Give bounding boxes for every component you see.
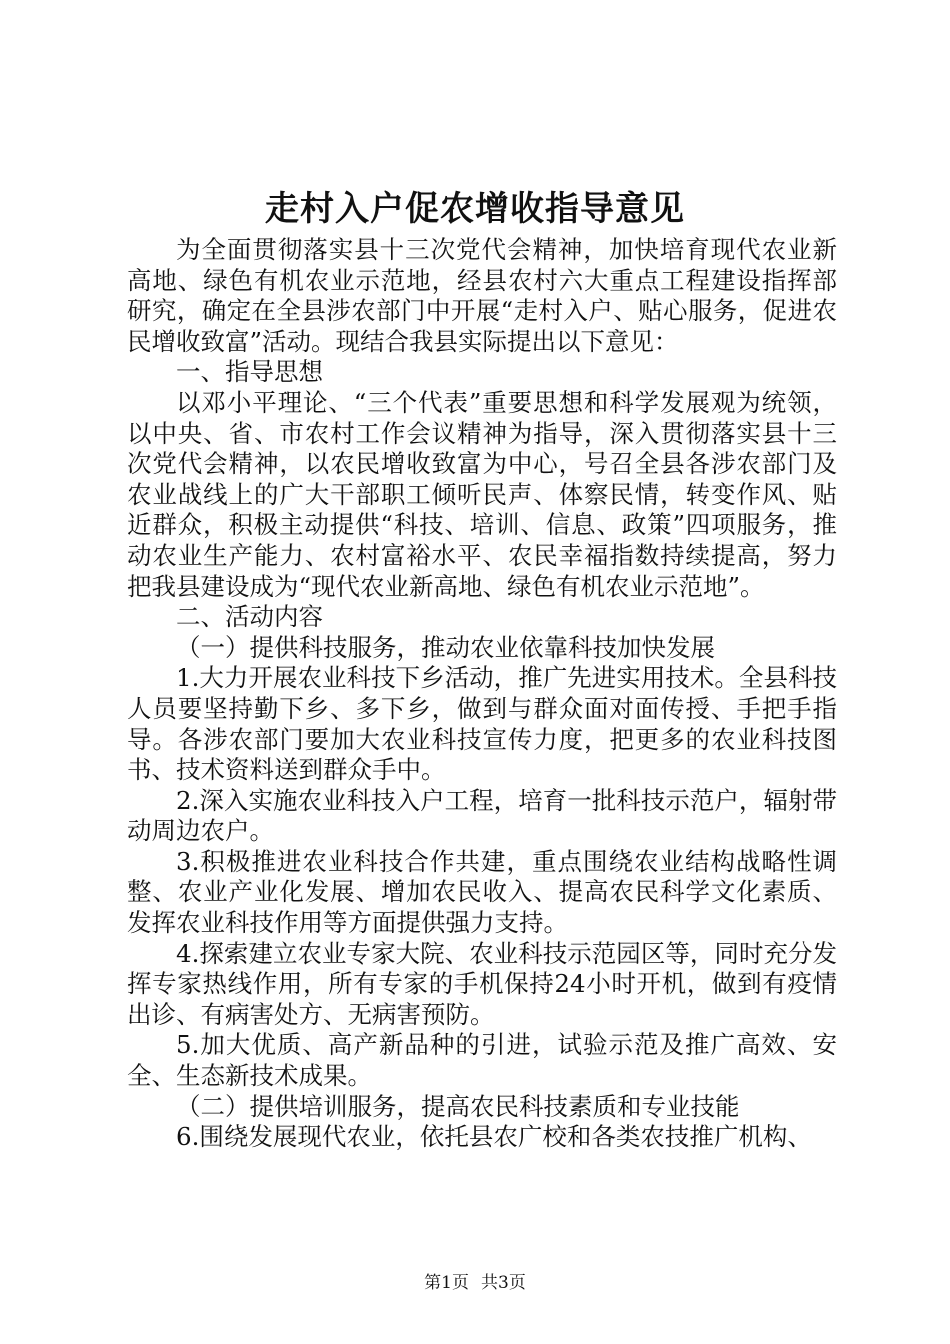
item-6-paragraph: 6.围绕发展现代农业，依托县农广校和各类农技推广机构、 [176, 1122, 812, 1152]
section-heading-activity-content: 二、活动内容 [176, 602, 323, 632]
guiding-ideology-paragraph: 以邓小平理论、“三个代表”重要思想和科学发展观为统领，以中央、省、市农村工作会议精神为指导，深入贯彻落实县十三次党代会精神，以农民增收致富为中心，号召全县各涉农部门及农业战线上的广大干部职工倾听民声、体察民情，转变作风、贴近群众，积极主动提供“科技、培训、信息、政策”四项服务，推动农业生产能力、农村富裕水平、农民幸福指数持续提高，努力把我县建设成为“现代农业新高地、绿色有机农业示范地”。 [127, 387, 837, 601]
page-footer [0, 1272, 950, 1294]
page-number-current: 第1页 [424, 1273, 469, 1293]
page-number-total: 共3页 [481, 1273, 526, 1293]
item-3-paragraph: 3.积极推进农业科技合作共建，重点围绕农业结构战略性调整、农业产业化发展、增加农民收入、提高农民科学文化素质、发挥农业科技作用等方面提供强力支持。 [127, 846, 837, 938]
item-2-paragraph: 2.深入实施农业科技入户工程，培育一批科技示范户，辐射带动周边农户。 [127, 785, 837, 846]
intro-paragraph: 为全面贯彻落实县十三次党代会精神，加快培育现代农业新高地、绿色有机农业示范地，经县农村六大重点工程建设指挥部研究，确定在全县涉农部门中开展“走村入户、贴心服务，促进农民增收致富”活动。现结合我县实际提出以下意见： [127, 235, 837, 356]
subsection-heading-tech-service: （一）提供科技服务，推动农业依靠科技加快发展 [176, 632, 715, 662]
document-body [127, 235, 837, 1153]
item-4-paragraph: 4.探索建立农业专家大院、农业科技示范园区等，同时充分发挥专家热线作用，所有专家的手机保持24小时开机，做到有疫情出诊、有病害处方、无病害预防。 [127, 938, 837, 1029]
item-5-paragraph: 5.加大优质、高产新品种的引进，试验示范及推广高效、安全、生态新技术成果。 [127, 1030, 837, 1091]
subsection-heading-training-service: （二）提供培训服务，提高农民科技素质和专业技能 [176, 1091, 740, 1121]
section-heading-guiding-ideology: 一、指导思想 [176, 357, 323, 387]
document-title: 走村入户促农增收指导意见 [265, 189, 685, 229]
item-1-paragraph: 1.大力开展农业科技下乡活动，推广先进实用技术。全县科技人员要坚持勤下乡、多下乡，做到与群众面对面传授、手把手指导。各涉农部门要加大农业科技宣传力度，把更多的农业科技图书、技术资料送到群众手中。 [127, 663, 837, 785]
